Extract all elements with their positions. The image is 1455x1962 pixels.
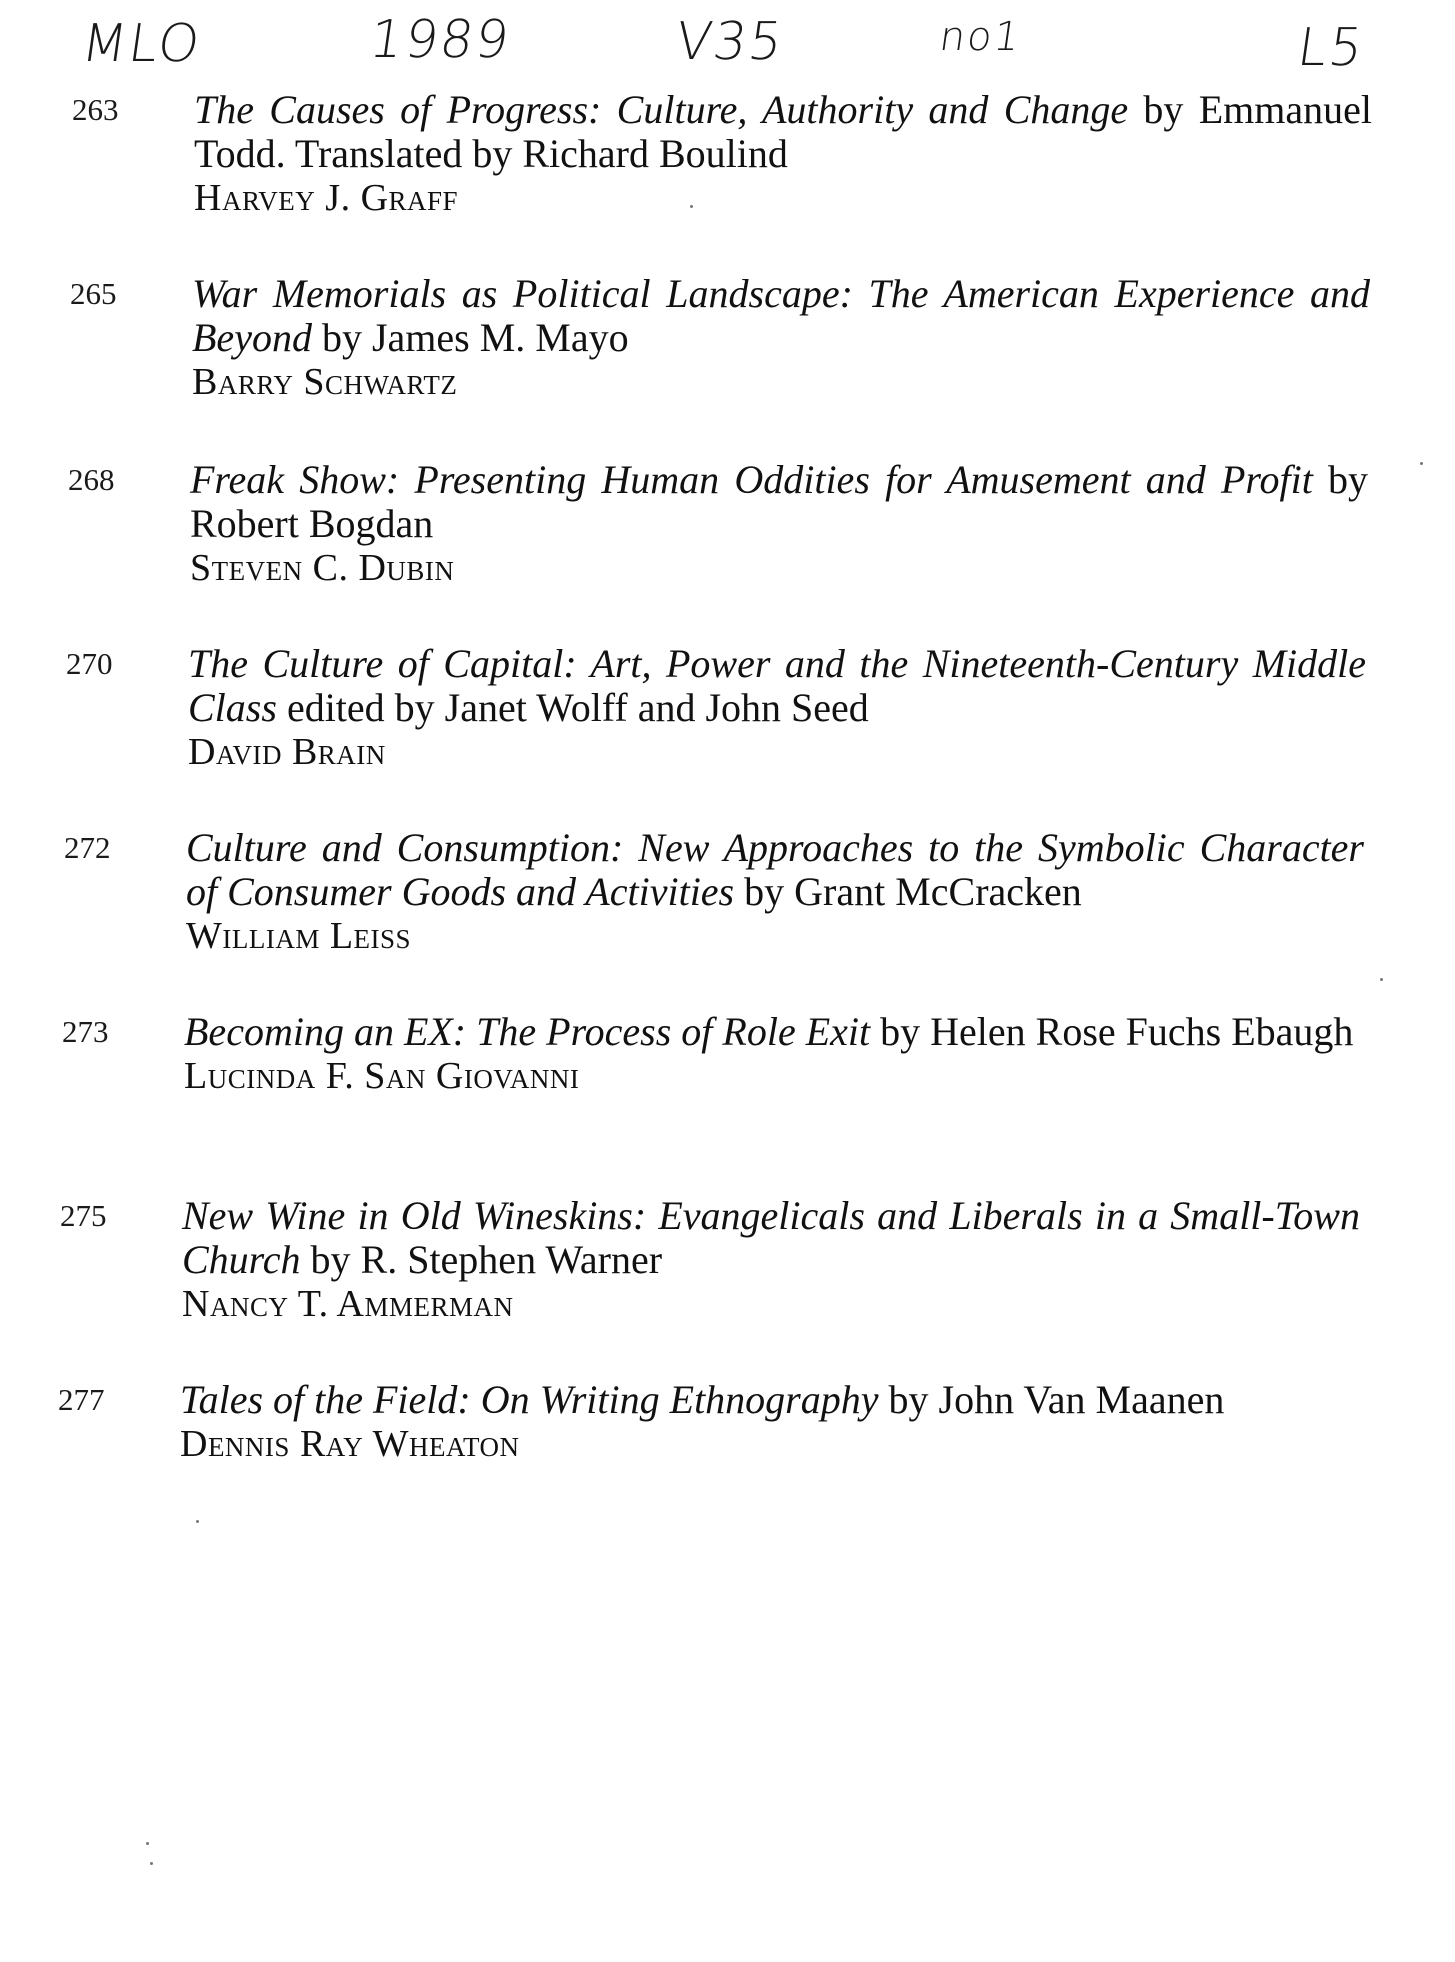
handwritten-note: no1 bbox=[936, 14, 1025, 60]
book-citation bbox=[190, 458, 1368, 546]
entry-body bbox=[194, 88, 1372, 220]
book-title: The Culture of Capital: Art, Power and the Nineteenth-Century Middle Class bbox=[188, 641, 1366, 730]
reviewer-name: William Leiss bbox=[186, 915, 412, 957]
handwritten-note: 1989 bbox=[365, 10, 515, 70]
scan-speck bbox=[1420, 462, 1423, 465]
scan-speck bbox=[146, 1842, 149, 1845]
entry-body bbox=[180, 1378, 1358, 1466]
book-title: New Wine in Old Wineskins: Evangelicals and Liberals in a Small-Town Church bbox=[182, 1193, 1360, 1282]
reviewer-name: Nancy T. Ammerman bbox=[182, 1283, 514, 1325]
entry-body bbox=[190, 458, 1368, 590]
reviewer-name: Harvey J. Graff bbox=[194, 177, 459, 219]
entry-body bbox=[192, 272, 1370, 404]
book-citation bbox=[194, 88, 1372, 176]
book-title: Freak Show: Presenting Human Oddities for Amusement and Profit bbox=[190, 457, 1313, 502]
book-author: by James M. Mayo bbox=[311, 315, 629, 360]
entry-body bbox=[188, 642, 1366, 774]
book-citation bbox=[180, 1378, 1358, 1422]
book-citation bbox=[182, 1194, 1360, 1282]
book-author: by Grant McCracken bbox=[734, 869, 1082, 914]
entry-body bbox=[184, 1010, 1362, 1098]
reviewer-name: Steven C. Dubin bbox=[190, 547, 455, 589]
page-number: 273 bbox=[62, 1014, 109, 1049]
book-title: Becoming an EX: The Process of Role Exit bbox=[184, 1009, 871, 1054]
book-author: by Helen Rose Fuchs Ebaugh bbox=[870, 1009, 1354, 1054]
entry-body bbox=[186, 826, 1364, 958]
book-author: by R. Stephen Warner bbox=[300, 1237, 663, 1282]
book-author: edited by Janet Wolff and John Seed bbox=[276, 685, 869, 730]
page-number: 268 bbox=[68, 462, 115, 497]
handwritten-header bbox=[0, 0, 1455, 90]
page-number: 275 bbox=[60, 1198, 107, 1233]
page-number: 272 bbox=[64, 830, 111, 865]
reviewer-name: Dennis Ray Wheaton bbox=[180, 1423, 520, 1465]
book-title: Tales of the Field: On Writing Ethnography bbox=[180, 1377, 879, 1422]
handwritten-note: MLO bbox=[77, 14, 206, 74]
book-citation bbox=[192, 272, 1370, 360]
scan-speck bbox=[150, 1862, 153, 1865]
book-title: Culture and Consumption: New Approaches to the Symbolic Character of Consumer Goods and Activities bbox=[186, 825, 1364, 914]
scan-speck bbox=[690, 205, 693, 208]
reviewer-name: Lucinda F. San Giovanni bbox=[184, 1055, 580, 1097]
handwritten-note: V35 bbox=[671, 12, 788, 72]
book-author: by Emmanuel Todd. Translated by Richard Boulind bbox=[194, 87, 1373, 176]
book-author: by Robert Bogdan bbox=[190, 457, 1368, 546]
entry-body bbox=[182, 1194, 1360, 1326]
book-citation bbox=[184, 1010, 1362, 1054]
book-title: War Memorials as Political Landscape: The American Experience and Beyond bbox=[192, 271, 1370, 360]
page-number: 263 bbox=[72, 92, 119, 127]
scan-speck bbox=[1380, 978, 1383, 981]
page-number: 270 bbox=[66, 646, 113, 681]
book-citation bbox=[188, 642, 1366, 730]
book-title: The Causes of Progress: Culture, Authority and Change bbox=[194, 87, 1129, 132]
book-author: by John Van Maanen bbox=[878, 1377, 1225, 1422]
handwritten-note: L5 bbox=[1293, 18, 1369, 78]
book-citation bbox=[186, 826, 1364, 914]
scan-speck bbox=[196, 1520, 199, 1523]
page-number: 277 bbox=[58, 1382, 105, 1417]
reviewer-name: David Brain bbox=[188, 731, 386, 773]
page-number: 265 bbox=[70, 276, 117, 311]
reviewer-name: Barry Schwartz bbox=[192, 361, 458, 403]
